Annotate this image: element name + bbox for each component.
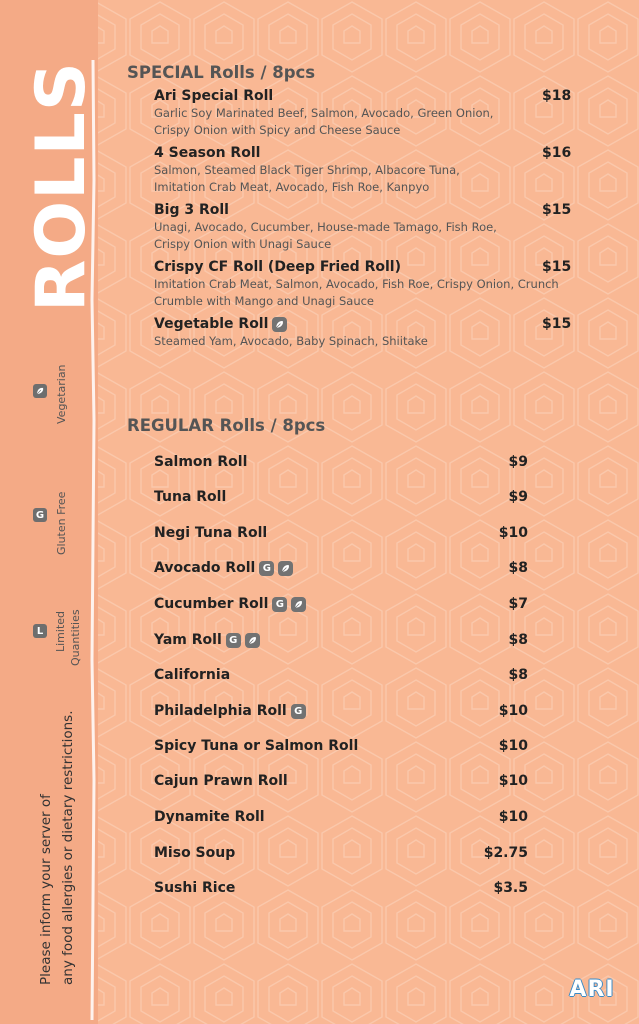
special-item	[154, 259, 584, 310]
regular-item-price: $8	[508, 560, 528, 576]
logo-text: ARI	[569, 976, 615, 1002]
regular-item-name: Cucumber Roll	[154, 596, 269, 612]
special-item-desc: Garlic Soy Marinated Beef, Salmon, Avocado, Green Onion, Crispy Onion with Spicy and Cheese Sauce	[154, 106, 494, 137]
regular-item-name: Cajun Prawn Roll	[154, 773, 288, 789]
regular-item	[154, 560, 528, 580]
gluten-free-legend-icon: G	[33, 508, 47, 522]
allergy-notice	[35, 710, 79, 985]
limited-legend-label-1: Limited	[54, 610, 67, 652]
special-item-name: Ari Special Roll	[154, 88, 274, 104]
special-item	[154, 145, 584, 196]
special-item-name: Vegetable Roll	[154, 316, 269, 332]
regular-item	[154, 845, 528, 865]
regular-item	[154, 632, 528, 652]
gluten-free-icon: G	[272, 597, 287, 612]
vegetarian-icon	[291, 597, 306, 612]
regular-item-price: $10	[498, 525, 528, 541]
gluten-free-icon: G	[259, 561, 274, 576]
regular-item-price: $9	[508, 489, 528, 505]
special-item-desc: Salmon, Steamed Black Tiger Shrimp, Albacore Tuna, Imitation Crab Meat, Avocado, Fish Roe, Kanpyo	[154, 163, 460, 194]
regular-item-name: Spicy Tuna or Salmon Roll	[154, 738, 359, 754]
regular-item	[154, 454, 528, 474]
regular-item	[154, 880, 528, 900]
regular-item-name: Dynamite Roll	[154, 809, 265, 825]
gluten-free-legend-label: Gluten Free	[55, 491, 68, 555]
regular-item	[154, 773, 528, 793]
regular-item-price: $9	[508, 454, 528, 470]
regular-item-name: Avocado Roll	[154, 560, 256, 576]
regular-item-price: $10	[498, 703, 528, 719]
special-item-price: $15	[542, 202, 572, 218]
regular-item-name-row	[154, 560, 528, 576]
special-item-price: $15	[542, 316, 572, 332]
regular-item-name: Tuna Roll	[154, 489, 227, 505]
ari-logo	[563, 975, 621, 1003]
vegetarian-legend-label: Vegetarian	[55, 364, 68, 424]
vegetarian-icon	[272, 317, 287, 332]
limited-legend-label-2: Quantities	[69, 609, 82, 666]
special-item-name: Crispy CF Roll (Deep Fried Roll)	[154, 259, 401, 275]
regular-item-price: $10	[498, 773, 528, 789]
special-item-name-row	[154, 316, 584, 332]
rolls-heading: ROLLS	[22, 61, 101, 312]
regular-item-price: $8	[508, 632, 528, 648]
regular-item-price: $7	[508, 596, 528, 612]
regular-item-name: Sushi Rice	[154, 880, 236, 896]
regular-item	[154, 703, 528, 723]
regular-item-name: Negi Tuna Roll	[154, 525, 268, 541]
regular-item-name: Salmon Roll	[154, 454, 248, 470]
special-item-name: Big 3 Roll	[154, 202, 229, 218]
regular-item	[154, 596, 528, 616]
regular-item	[154, 525, 528, 545]
special-item-price: $18	[542, 88, 572, 104]
regular-item-price: $10	[498, 738, 528, 754]
allergy-notice-line-2: any food allergies or dietary restrictions.	[60, 710, 76, 985]
regular-item-name: Yam Roll	[154, 632, 222, 648]
vegetarian-legend-icon	[33, 384, 47, 398]
regular-item-name-row	[154, 596, 528, 612]
special-item	[154, 202, 584, 253]
regular-item-price: $2.75	[483, 845, 528, 861]
regular-item	[154, 809, 528, 829]
regular-item-name: Philadelphia Roll	[154, 703, 287, 719]
allergy-notice-line-1: Please inform your server of	[38, 794, 54, 985]
regular-item-price: $8	[508, 667, 528, 683]
special-item-price: $16	[542, 145, 572, 161]
regular-item-price: $3.5	[493, 880, 528, 896]
regular-rolls-title: REGULAR Rolls / 8pcs	[127, 416, 326, 435]
special-item-desc: Imitation Crab Meat, Salmon, Avocado, Fish Roe, Crispy Onion, Crunch Crumble with Mango and Unagi Sauce	[154, 277, 559, 308]
vegetarian-icon	[278, 561, 293, 576]
special-item	[154, 316, 584, 350]
limited-legend-icon: L	[33, 624, 47, 638]
special-rolls-title: SPECIAL Rolls / 8pcs	[127, 63, 316, 82]
vegetarian-icon	[245, 633, 260, 648]
special-item-name: 4 Season Roll	[154, 145, 261, 161]
special-item-desc: Steamed Yam, Avocado, Baby Spinach, Shiitake	[154, 334, 428, 348]
regular-item	[154, 489, 528, 509]
gluten-free-icon: G	[291, 704, 306, 719]
regular-item	[154, 667, 528, 687]
regular-item-name-row	[154, 703, 528, 719]
regular-item	[154, 738, 528, 758]
regular-item-name: Miso Soup	[154, 845, 236, 861]
special-item	[154, 88, 584, 139]
regular-item-name-row	[154, 632, 528, 648]
special-item-price: $15	[542, 259, 572, 275]
regular-item-name: California	[154, 667, 231, 683]
gluten-free-icon: G	[226, 633, 241, 648]
special-item-desc: Unagi, Avocado, Cucumber, House-made Tamago, Fish Roe, Crispy Onion with Unagi Sauce	[154, 220, 497, 251]
regular-item-price: $10	[498, 809, 528, 825]
